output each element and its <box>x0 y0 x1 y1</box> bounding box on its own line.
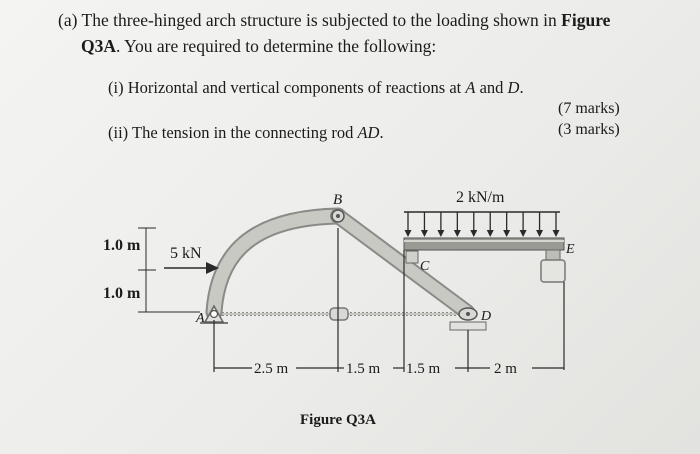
udl-arrows <box>405 212 560 237</box>
udl-arrow-head-icon <box>520 230 527 237</box>
label-e: E <box>566 242 575 257</box>
udl-arrow-head-icon <box>470 230 477 237</box>
question-line-2-text: . You are required to determine the following: <box>116 36 437 56</box>
span-label-1: 2.5 m <box>254 361 289 377</box>
support-d-pin <box>466 312 470 316</box>
span-label-2: 1.5 m <box>346 361 381 377</box>
item-2-text: The tension in the connecting rod <box>132 123 354 142</box>
udl-arrow-head-icon <box>437 230 444 237</box>
arch-member-ab <box>214 216 338 312</box>
question-figure-ref: Figure <box>561 10 611 30</box>
item-1-point-a: A <box>465 78 476 97</box>
udl-arrow-head-icon <box>553 230 560 237</box>
span-label-4: 2 m <box>494 361 517 377</box>
item-2-end: . <box>379 123 384 142</box>
span-label-3: 1.5 m <box>406 361 441 377</box>
udl-arrow-head-icon <box>454 230 461 237</box>
item-1-end: . <box>519 78 524 97</box>
marks-item-2: (3 marks) <box>558 121 620 138</box>
figure-caption: Figure Q3A <box>300 412 376 428</box>
point-load-label: 5 kN <box>170 245 202 262</box>
beam-ce <box>404 238 564 250</box>
item-2-number: (ii) <box>108 123 129 142</box>
udl-arrow-head-icon <box>503 230 510 237</box>
height-label-1: 1.0 m <box>103 237 141 254</box>
question-line-1-text: The three-hinged arch structure is subjected to the loading shown in <box>81 10 557 30</box>
question-figure-id: Q3A <box>81 36 116 56</box>
label-a: A <box>196 311 205 326</box>
udl-arrow-head-icon <box>405 230 412 237</box>
label-d: D <box>481 309 492 324</box>
support-e-block <box>546 250 560 260</box>
udl-label: 2 kN/m <box>456 189 505 206</box>
member-bd <box>338 216 467 312</box>
question-part-label: (a) <box>58 10 78 30</box>
height-label-2: 1.0 m <box>103 285 141 302</box>
udl-arrow-head-icon <box>536 230 543 237</box>
item-1-number: (i) <box>108 78 124 97</box>
label-c: C <box>420 259 430 274</box>
udl-arrow-head-icon <box>421 230 428 237</box>
hinge-b-pin <box>336 214 340 218</box>
udl-arrow-head-icon <box>487 230 494 237</box>
item-1-text: Horizontal and vertical components of reactions at <box>127 78 462 97</box>
item-1-point-d: D <box>507 78 520 97</box>
support-e-base <box>541 260 565 282</box>
connection-c-icon <box>406 251 418 263</box>
item-2-rod: AD <box>357 123 380 142</box>
rod-turnbuckle <box>330 308 348 320</box>
item-1-mid: and <box>475 78 508 97</box>
marks-item-1: (7 marks) <box>558 100 620 117</box>
label-b: B <box>333 192 343 208</box>
support-a-pin <box>211 311 218 318</box>
